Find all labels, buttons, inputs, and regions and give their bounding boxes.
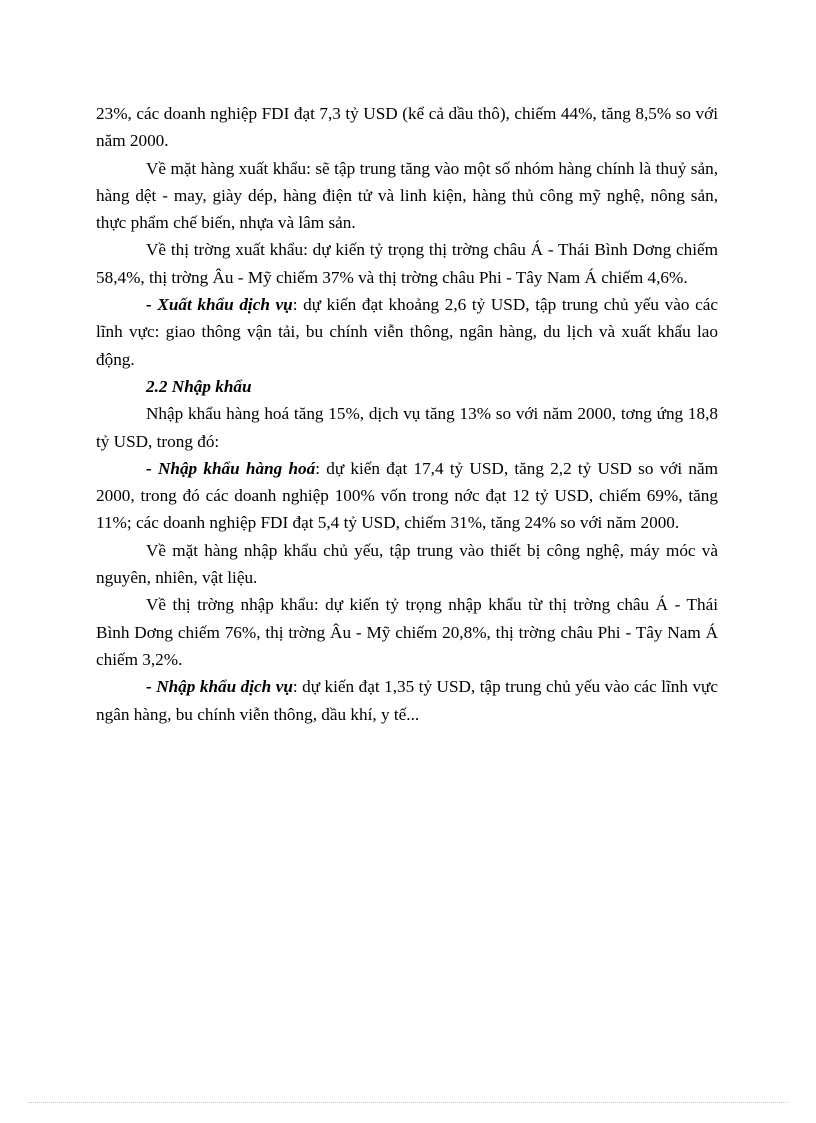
paragraph-text: Về thị trờng xuất khẩu: dự kiến tỷ trọng thị trờng châu Á - Thái Bình Dơng chiếm 58,4%, thị trờng Âu - Mỹ chiếm 37% và thị trờng châu Phi - Tây Nam Á chiếm 4,6%. (96, 240, 718, 287)
paragraph-text: Nhập khẩu hàng hoá tăng 15%, dịch vụ tăng 13% so với năm 2000, tơng ứng 18,8 tỷ USD, trong đó: (96, 404, 718, 451)
paragraph-lead: - Nhập khẩu dịch vụ (146, 677, 293, 697)
paragraph-text: Về mặt hàng nhập khẩu chủ yếu, tập trung vào thiết bị công nghệ, máy móc và nguyên, nhiên, vật liệu. (96, 540, 718, 588)
paragraph-export-markets (96, 236, 718, 291)
paragraph-text: Về mặt hàng xuất khẩu: sẽ tập trung tăng vào một số nhóm hàng chính là thuỷ sản, hàng dệt - may, giày dép, hàng điện tử và linh kiện, hàng thủ công mỹ nghệ, nông sản, thực phẩm chế biến, nhựa và lâm sản. (96, 158, 718, 233)
paragraph-text: : dự kiến đạt 1,35 tỷ USD, tập trung chủ yếu vào các lĩnh vực ngân hàng, bu chính viễn thông, dầu khí, y tế... (96, 677, 718, 724)
paragraph-export-services (96, 291, 718, 373)
document-body (96, 100, 718, 728)
paragraph-import-services (96, 673, 718, 728)
paragraph-text: : dự kiến đạt khoảng 2,6 tỷ USD, tập trung chủ yếu vào các lĩnh vực: giao thông vận tải, bu chính viễn thông, ngân hàng, du lịch và xuất khẩu lao động. (96, 295, 718, 369)
paragraph-import-overview (96, 400, 718, 455)
section-heading-import: 2.2 Nhập khẩu (146, 376, 252, 396)
paragraph-lead: - Nhập khẩu hàng hoá (146, 458, 316, 478)
paragraph-fdi-export (96, 100, 718, 155)
paragraph-import-markets (96, 591, 718, 673)
page-footer-divider (28, 1102, 788, 1103)
paragraph-export-goods (96, 155, 718, 237)
paragraph-import-goods (96, 455, 718, 537)
paragraph-text: 23%, các doanh nghiệp FDI đạt 7,3 tỷ USD (kể cả dầu thô), chiếm 44%, tăng 8,5% so với năm 2000. (96, 104, 718, 151)
paragraph-text: Về thị trờng nhập khẩu: dự kiến tỷ trọng nhập khẩu từ thị trờng châu Á - Thái Bình Dơng chiếm 76%, thị trờng Âu - Mỹ chiếm 20,8%, thị trờng châu Phi - Tây Nam Á chiếm 3,2%. (96, 595, 718, 669)
paragraph-import-items (96, 537, 718, 592)
paragraph-text: : dự kiến đạt 17,4 tỷ USD, tăng 2,2 tỷ USD so với năm 2000, trong đó các doanh nghiệp 100% vốn trong nớc đạt 12 tỷ USD, chiếm 69%, tăng 11%; các doanh nghiệp FDI đạt 5,4 tỷ USD, chiếm 31%, tăng 24% so với năm 2000. (96, 458, 718, 533)
paragraph-lead: - Xuất khẩu dịch vụ (146, 295, 293, 315)
